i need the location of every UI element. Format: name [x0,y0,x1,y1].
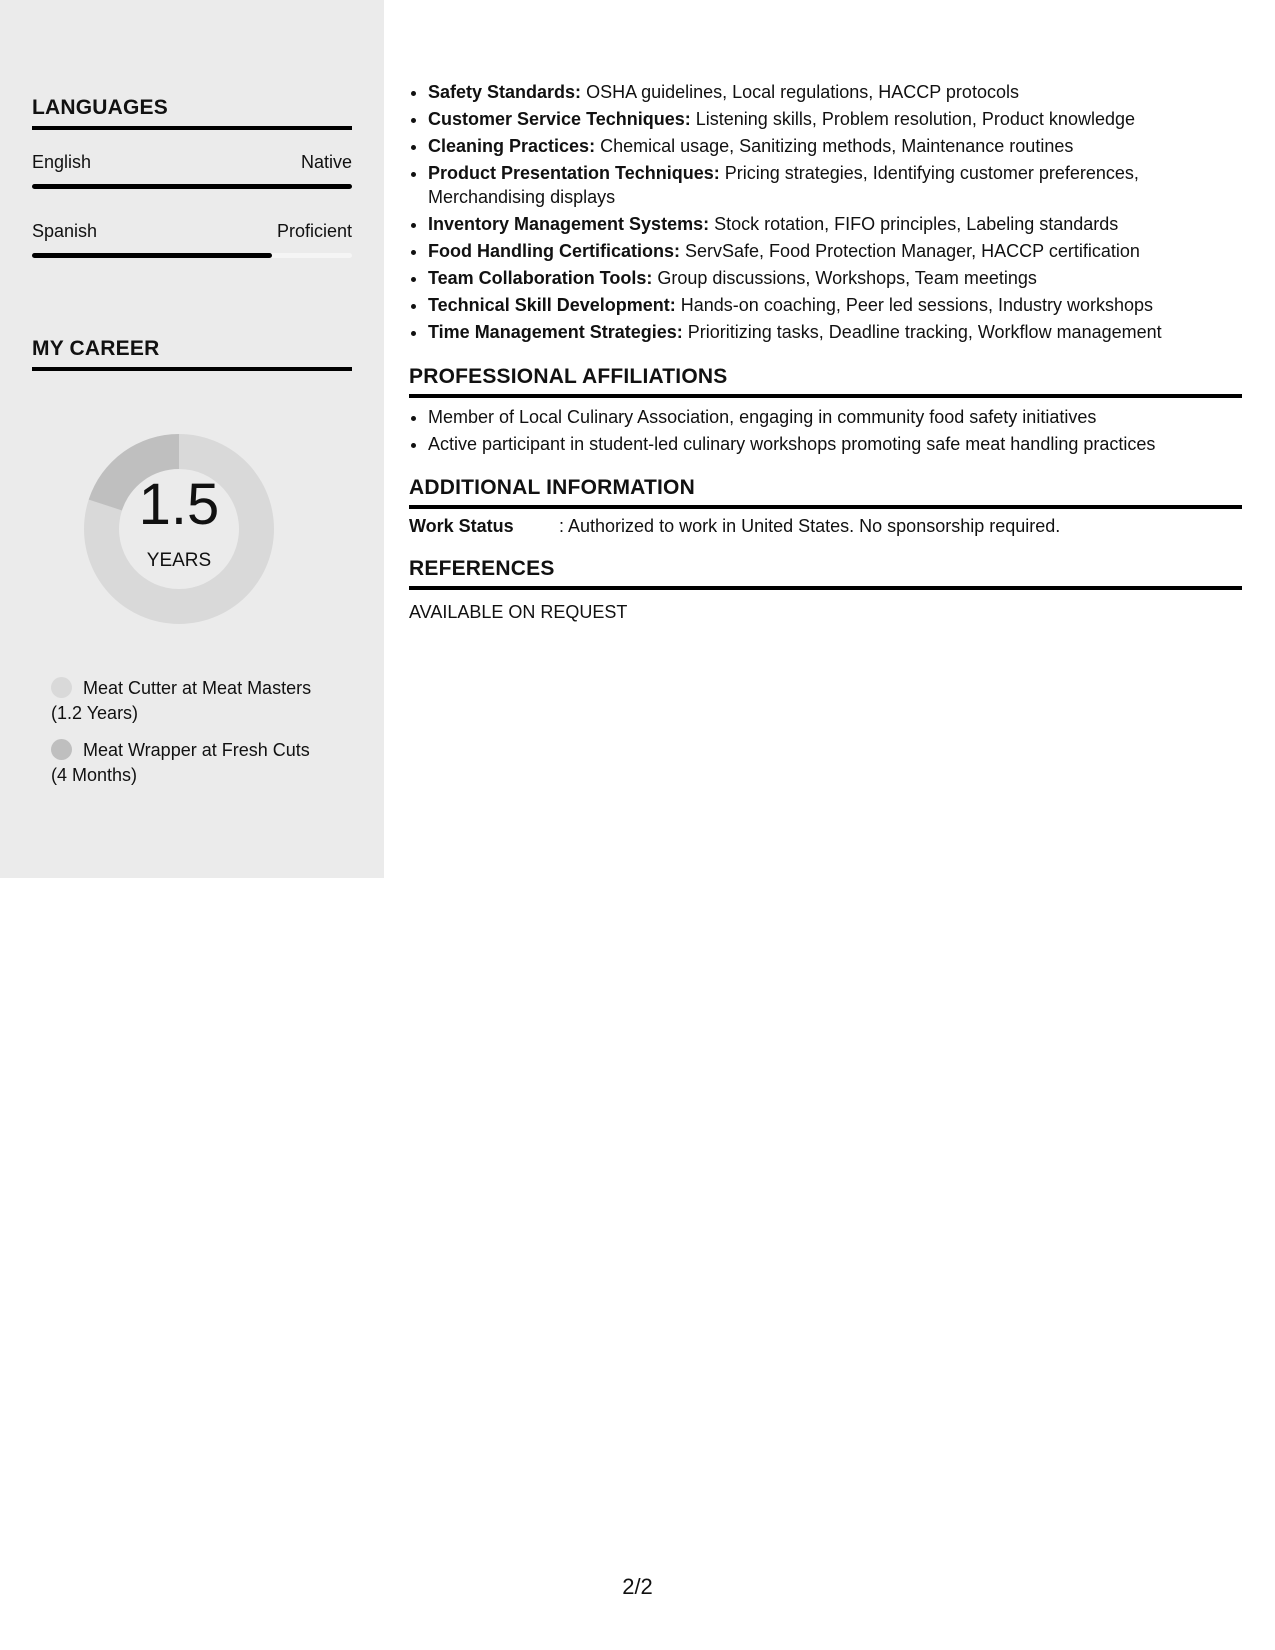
career-donut-chart [66,416,292,642]
language-row-spanish [32,221,352,242]
skills-list [409,80,1242,347]
skill-item [428,320,1242,344]
legend-dot [51,739,72,760]
legend-dot [51,677,72,698]
skill-label: Team Collaboration Tools: [428,268,653,288]
skill-label: Food Handling Certifications: [428,241,680,261]
references-text: AVAILABLE ON REQUEST [409,602,628,622]
skill-item [428,107,1242,131]
career-item [51,738,351,788]
career-job-duration: (4 Months) [51,765,138,785]
work-status-value: : Authorized to work in United States. No sponsorship required. [559,516,1061,536]
skill-text: Prioritizing tasks, Deadline tracking, Workflow management [687,322,1162,342]
work-status-label: Work Status [409,516,514,536]
skill-label: Technical Skill Development: [428,295,676,315]
career-job-duration: (1.2 Years) [51,703,139,723]
language-bar-spanish [32,253,352,258]
skill-label: Safety Standards: [428,82,582,102]
language-name: Spanish [32,221,98,241]
career-job-title: Meat Cutter at Meat Masters [83,678,312,698]
career-job-title: Meat Wrapper at Fresh Cuts [83,740,310,760]
skill-item [428,239,1242,263]
skill-text: Pricing strategies, Identifying customer preferences, Merchandising displays [428,163,1139,207]
language-bar-english [32,184,352,189]
affiliations-list [409,405,1242,459]
additional-info-heading: ADDITIONAL INFORMATION [409,476,1242,509]
work-status-row [409,516,1060,537]
skill-item [428,134,1242,158]
list-item: • Member of Local Culinary Association, engaging in community food safety initiatives [428,405,1242,429]
skill-label: Customer Service Techniques: [428,109,691,129]
sidebar [0,0,384,878]
career-total-value: 1.5 [138,472,220,537]
references-heading: REFERENCES [409,557,1242,590]
language-row-english [32,152,352,173]
language-bar-fill [32,184,352,189]
language-name: English [32,152,92,172]
skill-text: OSHA guidelines, Local regulations, HACCP protocols [586,82,1019,102]
skill-label: Inventory Management Systems: [428,214,710,234]
language-level: Proficient [276,221,352,241]
skill-item [428,80,1242,104]
language-level: Native [300,152,352,172]
skill-text: Hands-on coaching, Peer led sessions, Industry workshops [680,295,1154,315]
skill-label: Cleaning Practices: [428,136,596,156]
skill-text: Listening skills, Problem resolution, Product knowledge [695,109,1135,129]
skill-item [428,293,1242,317]
skill-text: Chemical usage, Sanitizing methods, Maintenance routines [600,136,1074,156]
career-total-unit: YEARS [146,550,212,571]
skill-text: Stock rotation, FIFO principles, Labeling standards [714,214,1119,234]
skill-label: Product Presentation Techniques: [428,163,720,183]
page-number: 2/2 [622,1574,653,1599]
skill-text: ServSafe, Food Protection Manager, HACCP certification [685,241,1140,261]
skill-label: Time Management Strategies: [428,322,683,342]
skill-item [428,161,1242,209]
skill-text: Group discussions, Workshops, Team meetings [657,268,1037,288]
career-heading: MY CAREER [32,337,352,371]
skill-item [428,266,1242,290]
list-item: • Active participant in student-led culinary workshops promoting safe meat handling practices [428,432,1242,456]
career-item [51,676,351,726]
affiliations-heading: PROFESSIONAL AFFILIATIONS [409,365,1242,398]
languages-heading: LANGUAGES [32,96,352,130]
language-bar-fill [32,253,272,258]
skill-item [428,212,1242,236]
